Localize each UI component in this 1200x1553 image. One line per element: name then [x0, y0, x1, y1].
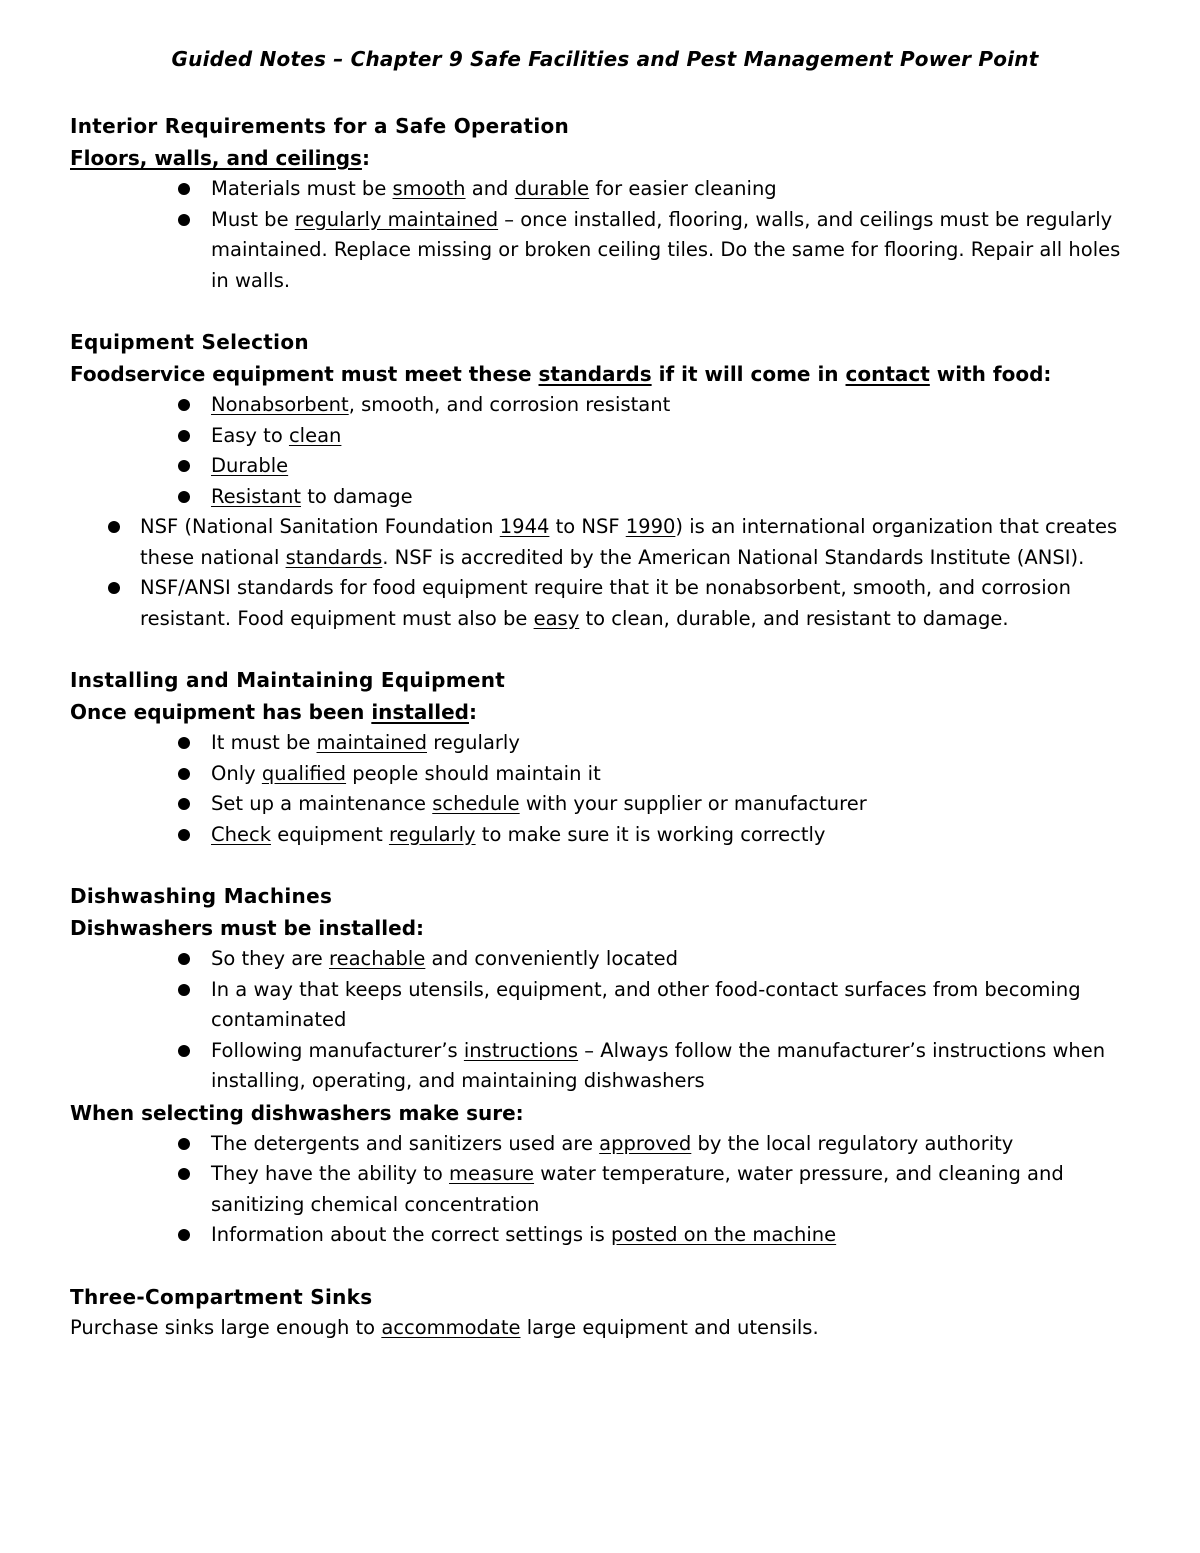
section-heading: Interior Requirements for a Safe Operation [70, 114, 570, 138]
list-item: NSF/ANSI standards for food equipment require that it be nonabsorbent, smooth, and corrosion resistant. Food equipment must also be easy to clean, durable, and resistant to damage. [70, 573, 1140, 634]
bullet-icon [178, 214, 190, 226]
bullet-icon [178, 984, 190, 996]
section-subheading: Dishwashers must be installed: [70, 916, 425, 940]
bullet-list [70, 1129, 1140, 1251]
list-item: They have the ability to measure water temperature, water pressure, and cleaning and sanitizing chemical concentration [70, 1159, 1140, 1220]
list-item: Nonabsorbent, smooth, and corrosion resistant [70, 390, 1140, 421]
bullet-icon [178, 1229, 190, 1241]
bullet-icon [178, 953, 190, 965]
bullet-icon [178, 460, 190, 472]
bullet-list [70, 728, 1140, 850]
list-item: NSF (National Sanitation Foundation 1944 to NSF 1990) is an international organization that creates these national standards. NSF is accredited by the American National Standards Institute (ANSI). [70, 512, 1140, 573]
bullet-icon [178, 399, 190, 411]
section-interior-requirements [70, 110, 1140, 296]
list-item: The detergents and sanitizers used are approved by the local regulatory authority [70, 1129, 1140, 1160]
list-item: Easy to clean [70, 421, 1140, 452]
list-item: Information about the correct settings is posted on the machine [70, 1220, 1140, 1251]
page-title: Guided Notes – Chapter 9 Safe Facilities and Pest Management Power Point [171, 47, 1039, 71]
bullet-icon [108, 521, 120, 533]
section-subheading: Floors, walls, and ceilings: [70, 146, 370, 170]
section-subheading: When selecting dishwashers make sure: [70, 1100, 524, 1125]
section-installing-equipment [70, 664, 1140, 850]
list-item: In a way that keeps utensils, equipment, and other food-contact surfaces from becoming contaminated [70, 975, 1140, 1036]
list-item: Resistant to damage [70, 482, 1140, 513]
section-subheading: Once equipment has been installed: [70, 700, 477, 724]
bullet-icon [178, 491, 190, 503]
bullet-icon [108, 582, 120, 594]
list-item: Only qualified people should maintain it [70, 759, 1140, 790]
bullet-icon [178, 829, 190, 841]
bullet-icon [178, 430, 190, 442]
section-three-compartment-sinks [70, 1281, 1140, 1344]
bullet-icon [178, 768, 190, 780]
bullet-icon [178, 1045, 190, 1057]
document-page [70, 44, 1140, 1373]
section-dishwashing-machines [70, 880, 1140, 1251]
list-item: Set up a maintenance schedule with your supplier or manufacturer [70, 789, 1140, 820]
section-equipment-selection [70, 326, 1140, 634]
section-heading: Installing and Maintaining Equipment [70, 668, 506, 692]
list-item: Check equipment regularly to make sure it is working correctly [70, 820, 1140, 851]
bullet-list [70, 944, 1140, 1097]
bullet-list [70, 512, 1140, 634]
section-heading: Equipment Selection [70, 330, 309, 354]
section-heading: Dishwashing Machines [70, 884, 333, 908]
bullet-icon [178, 1168, 190, 1180]
section-heading: Three-Compartment Sinks [70, 1284, 373, 1309]
bullet-icon [178, 1138, 190, 1150]
bullet-list [70, 390, 1140, 512]
list-item: Materials must be smooth and durable for easier cleaning [70, 174, 1140, 205]
list-item: Must be regularly maintained – once installed, flooring, walls, and ceilings must be regularly maintained. Replace missing or broken ceiling tiles. Do the same for flooring. Repair all holes in walls. [70, 205, 1140, 297]
bullet-list [70, 174, 1140, 296]
paragraph: Purchase sinks large enough to accommodate large equipment and utensils. [70, 1315, 819, 1339]
list-item: So they are reachable and conveniently located [70, 944, 1140, 975]
bullet-icon [178, 737, 190, 749]
section-subheading: Foodservice equipment must meet these standards if it will come in contact with food: [70, 362, 1052, 386]
list-item: Durable [70, 451, 1140, 482]
list-item: Following manufacturer’s instructions – Always follow the manufacturer’s instructions when installing, operating, and maintaining dishwashers [70, 1036, 1140, 1097]
list-item: It must be maintained regularly [70, 728, 1140, 759]
bullet-icon [178, 183, 190, 195]
bullet-icon [178, 798, 190, 810]
